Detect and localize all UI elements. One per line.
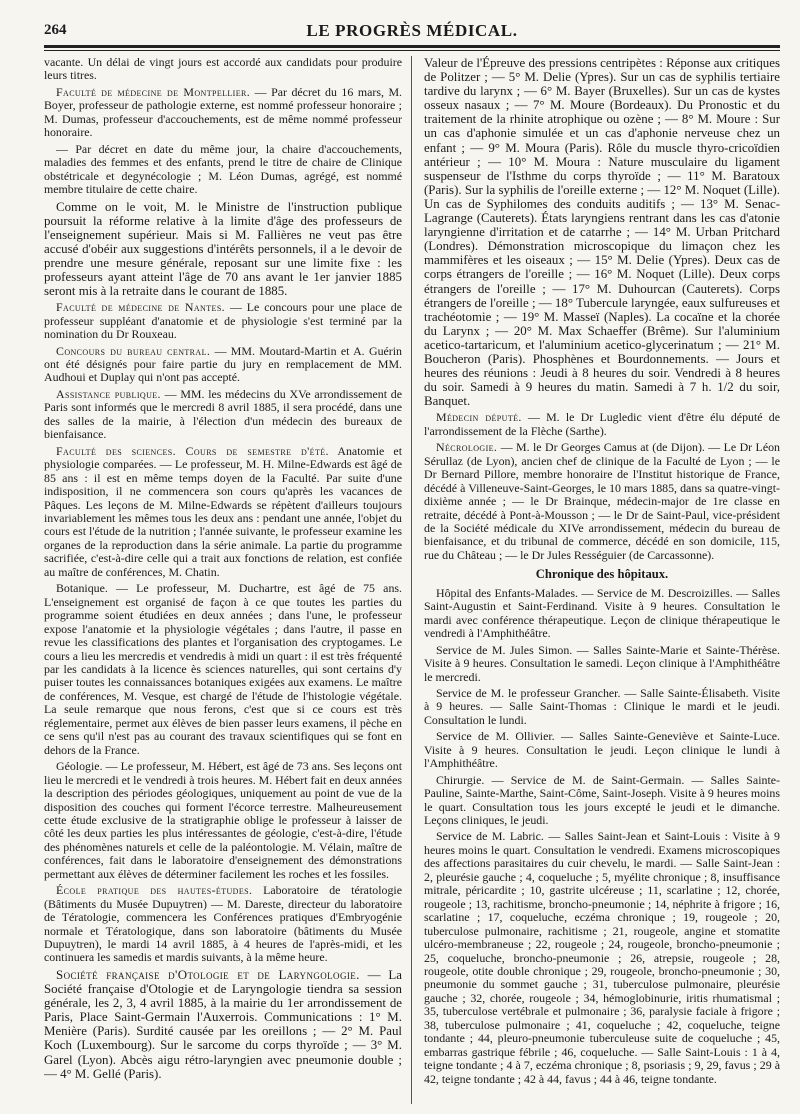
paragraph-text: vacante. Un délai de vingt jours est accordé aux candidats pour produire leurs titres. (44, 56, 402, 83)
left-paragraph (44, 968, 402, 1081)
paragraph-text: Botanique. — Le professeur, M. Duchartre, est âgé de 75 ans. L'enseignement est organisé de façon à ce que toutes les parties du programme soient étudiées en deux années ; dans l'une, le professeur expose l'anatomie et la physiologie végétales ; dans l'autre, il passe en revue les classifications des plantes et l'organisation des cryptogames. Le cours a lieu les mercredis et vendredis à midi un quart : il est très fréquenté par les candidats à la licence ès sciences naturelles, qui sont certains d'y puiser toutes les connaissances botaniques exigées aux examens. Le maître de conférences, M. Vesque, est chargé de l'étude de l'histologie végétale. La seule remarque que nous ferons, c'est que si ce cours est très réglementaire, permet aux élèves de bien passer leurs examens, il pèche en ce sens qu'il n'est pas au courant des travaux scientifiques qui se font en dehors de la France. (44, 581, 402, 757)
paragraph-text: Laboratoire de tératologie (Bâtiments du Musée Dupuytren) — M. Dareste, directeur du laboratoire de Tératologie, commencera les Conférences pratiques d'Embryogénie normale et Tératologique, dans son laboratoire (bâtiments du Musée Dupuytren), le mardi 14 avril 1885, à 4 heures de l'après-midi, et les continuera les samedis et mardis suivants, à la même heure. (44, 883, 402, 965)
paragraph-heading: Société française d'Otologie et de Laryngologie. (56, 967, 360, 982)
left-paragraph (44, 301, 402, 341)
left-paragraph (44, 56, 402, 83)
paragraph-heading: Faculté de médecine de Montpellier. (56, 84, 251, 99)
left-paragraph (44, 143, 402, 197)
right-paragraph (424, 730, 780, 770)
paragraph-text: Service de M. le professeur Grancher. — Salle Sainte-Élisabeth. Visite à 9 heures. — Salle Saint-Thomas : Clinique le mardi et le jeudi. Consultation le lundi. (424, 685, 780, 727)
right-paragraph (424, 687, 780, 727)
left-paragraph (44, 884, 402, 965)
left-paragraph (44, 388, 402, 442)
paragraph-text: — MM. Moutard-Martin et A. Guérin ont été désignés pour faire partie du jury en remplacement de MM. Audhoui et Duplay qui n'ont pas accepté. (44, 343, 402, 385)
column-divider (411, 56, 412, 1104)
right-paragraph (424, 644, 780, 684)
page-number: 264 (44, 22, 67, 38)
paragraph-text: Chronique des hôpitaux. (535, 567, 669, 582)
right-paragraph (424, 441, 780, 562)
paragraph-heading: Faculté de médecine de Nantes. (56, 300, 226, 315)
paragraph-text: Géologie. — Le professeur, M. Hébert, est âgé de 73 ans. Ses leçons ont lieu le mercredi et le vendredi à trois heures. M. Hébert fait en deux années la description des périodes géologiques, uniquement au point de vue de la disposition des couches qui forment l'écorce terrestre. Malheureusement cette étude exclusive de la stratigraphie oblige le professeur à laisser de côté les deux parties les plus intéressantes de géologie, c'est-à-dire, l'étude des phénomènes naturels et celle de la paléontologie. M. Vélain, maître de conférences, fait dans le laboratoire d'enseignement des démonstrations permettant aux élèves de déterminer facilement les roches et les fossiles. (44, 759, 402, 881)
page-header (44, 20, 780, 44)
right-paragraph (424, 411, 780, 438)
paragraph-heading: Nécrologie. (436, 440, 498, 455)
paragraph-heading: Faculté des sciences. Cours de semestre d'été. (56, 443, 329, 458)
paragraph-text: — Par décret du 16 mars, M. Boyer, professeur de pathologie externe, est nommé professeur honoraire ; M. Dumas, professeur d'accouchements, est de même nommé professeur honoraire. (44, 84, 402, 140)
right-column (424, 56, 780, 1106)
left-paragraph (44, 760, 402, 881)
left-paragraph (44, 445, 402, 580)
left-paragraph (44, 86, 402, 140)
right-paragraph (424, 56, 780, 408)
left-column (44, 56, 402, 1106)
section-title (424, 568, 780, 581)
paragraph-text: Service de M. Ollivier. — Salles Sainte-Geneviève et Sainte-Luce. Visite à 9 heures. Consultation le jeudi. Leçon clinique le lundi à l'Amphithéâtre. (424, 729, 780, 771)
paragraph-text: Service de M. Labric. — Salles Saint-Jean et Saint-Louis : Visite à 9 heures moins le quart. Consultation le vendredi. Examens microscopiques des affections parasitaires du cuir chevelu, le mardi. — Salle Saint-Jean : 2, pleurésie gauche ; 4, coqueluche ; 5, myélite chronique ; 8, insuffisance mitrale, péricardite ; 10, gastrite ulcéreuse ; 11, scarlatine ; 12, chorée, rougeole ; 13, rachitisme, broncho-pneumonie ; 14, néphrite à frigore ; 16, scarlatine ; 17, coqueluche, eczéma chronique ; 19, rougeole ; 20, tuberculose pulmonaire, rachitisme ; 21, rougeole, angine et stomatite ulcéro-membraneuse ; 22, rougeole ; 24, rougeole, broncho-pneumonie ; 25, coqueluche, broncho-pneumonie ; 26, atrepsie, rougeole ; 28, rougeole, otite double chronique ; 29, rougeole, broncho-pneumonie ; 30, pneumonie du sommet gauche ; 31, tuberculose pulmonaire, pleurésie gauche ; 32, chorée, rougeole ; 34, hémoglobinurie, iritis rhumatismal ; 35, tuberculose vertébrale et pulmonaire ; 36, paralysie faciale à frigore ; 38, tuberculose pulmonaire ; 41, coqueluche ; 42, coqueluche, teigne tondante ; 44, pleuro-pneumonie tuberculeuse suite de coqueluche ; 45, embarras gastrique fébrile ; 46, coqueluche. — Salle Saint-Louis : 1 à 4, teigne tondante ; 4 à 7, eczéma chronique ; 8, psoriasis ; 9, 29, favus ; 29 à 42, teigne tondante ; 42 à 44, favus ; 44 à 46, teigne tondante. (424, 829, 780, 1086)
paragraph-heading: Concours du bureau central. (56, 343, 211, 358)
paragraph-heading: Assistance publique. (56, 386, 161, 401)
paragraph-text: Valeur de l'Épreuve des pressions centripètes : Réponse aux critiques de Politzer ; — 5° M. Delie (Ypres). Sur un cas de syphilis tertiaire tardive du larynx ; — 6° M. Bayer (Bruxelles). Sur un cas de kystes osseux nasaux ; — 7° M. Moure (Bordeaux). Du Pronostic et du traitement de la rhinite atrophique ou ozène ; — 8° M. Moure : Sur un cas d'aphonie simulée et un cas d'aphonie nerveuse chez un enfant ; — 9° M. Moura (Paris). Rôle du muscle thyro-cricoïdien antérieur ; — 10° M. Moura : Nature musculaire du ligament suspenseur de l'Isthme du corps thyroïde ; — 11° M. Baratoux (Paris). Sur la syphilis de l'oreille externe ; — 12° M. Noquet (Lille). Un cas de Syphilomes des conduits auditifs ; — 13° M. Senac-Lagrange (Cauterets). États laryngiens rentrant dans les cas d'atonie laryngienne d'irritation et de catarrhe ; — 14° M. Urban Pritchard (Londres). Démonstration microscopique du limaçon chez les mammifères et les oiseaux ; — 15° M. Delie (Ypres). Deux cas de corps étrangers de l'oreille ; — 16° M. Noquet (Lille). Deux corps étrangers de l'oreille ; — 17° M. Duhourcan (Cauterets). Corps étrangers de l'oreille ; — 18° Tubercule laryngée, eaux sulfureuses et trachéotomie ; — 19° M. Masseï (Naples). La cocaïne et la chorée du Larynx ; — 20° M. Max Schaeffer (Brême). Sur l'aluminium acetico-tartaricum, et l'aluminium acetico-glycerinatum ; — 21° M. Boucheron (Paris). Phosphènes et Bourdonnements. — Jours et heures des réunions : Jeudi à 8 heures du soir. Vendredi à 8 heures du soir. Samedi à 9 heures du matin. Samedi à 7 h. 1/2 du soir, Banquet. (424, 56, 780, 409)
paragraph-text: — La Société française d'Otologie et de Laryngologie tiendra sa session générale, les 2, 3, 4 avril 1885, à la mairie du 1er arrondissement de Paris, Place Saint-Germain l'Auxerrois. Communications : 1° M. Menière (Paris). Surdité causée par les oreillons ; — 2° M. Paul Koch (Luxembourg). Sur le sarcome du corps thyroïde ; — 3° M. Garel (Lyon). Abcès aigu rétro-laryngien avec pneumonie double ; — 4° M. Gellé (Paris). (44, 967, 402, 1081)
right-paragraph (424, 830, 780, 1086)
paragraph-text: — MM. les médecins du XVe arrondissement de Paris sont informés que le mercredi 8 avril 1885, il sera procédé, dans une des salles de la mairie, à l'élection d'un médecin des bureaux de bienfaisance. (44, 386, 402, 442)
right-paragraph (424, 587, 780, 641)
paragraph-text: — M. le Dr Georges Camus at (de Dijon). — Le Dr Léon Sérullaz (de Lyon), ancien chef de clinique de la Faculté de Lyon ; — le Dr Bernard Pillore, membre honoraire de l'Institut historique de France, décédé à Villeneuve-Saint-Georges, le 10 mars 1885, dans sa quatre-vingt-dixième année ; — le Dr Brainque, médecin-major de 1re classe en retraite, décédé à Pont-à-Mousson ; — le Dr de Saint-Paul, vice-président de la Société médicale du XIVe arrondissement, médecin du bureau de bienfaisance, et du tribunal de commerce, décédé en son domicile, 115, rue du Château ; — le Dr Jules Rességuier (de Carcassonne). (424, 440, 780, 562)
paragraph-heading: École pratique des hautes-études. (56, 883, 253, 898)
paragraph-text: — M. le Dr Lugledic vient d'être élu député de l'arrondissement de la Flèche (Sarthe). (424, 410, 780, 438)
paragraph-text: Comme on le voit, M. le Ministre de l'instruction publique poursuit la réforme relative à la limite d'âge des professeurs de l'enseignement supérieur. Mais si M. Fallières ne veut pas être accusé d'obéir aux suggestions d'intérêts personnels, il a le devoir de prendre une mesure générale, reposant sur une limite fixe : les professeurs ayant atteint l'âge de 70 ans avant le 1er janvier 1885 seront mis à la retraite dans le courant de 1885. (44, 199, 402, 299)
paragraph-text: — Le concours pour une place de professeur suppléant d'anatomie et de physiologie s'est terminé par la nomination du Dr Rouxeau. (44, 300, 402, 342)
paragraph-heading: Médecin député. (436, 410, 522, 425)
paragraph-text: Service de M. Jules Simon. — Salles Sainte-Marie et Sainte-Thérèse. Visite à 9 heures. Consultation le samedi. Leçon clinique à l'Amphithéâtre le mercredi. (424, 642, 780, 684)
header-rule (44, 45, 780, 51)
paragraph-text: Hôpital des Enfants-Malades. — Service de M. Descroizilles. — Salles Saint-Augustin et Saint-Ferdinand. Visite à 9 heures. Consultation le mardi avec conférence thérapeutique. Leçon de clinique thérapeutique le vendredi à l'Amphithéâtre. (424, 585, 780, 641)
left-paragraph (44, 345, 402, 385)
paragraph-text: — Par décret en date du même jour, la chaire d'accouchements, maladies des femmes et des enfants, prend le titre de chaire de Clinique obstétricale et degynécologie ; M. Léon Dumas, agrégé, est nommé membre titulaire de cette chaire. (44, 141, 402, 197)
journal-title: LE PROGRÈS MÉDICAL. (306, 21, 518, 40)
paragraph-text: Anatomie et physiologie comparées. — Le professeur, M. H. Milne-Edwards est âgé de 85 ans : il est en même temps doyen de la Faculté. Par suite d'une indisposition, il ne commencera son cours qu'après les vacances de Pâques. Les leçons de M. Milne-Edwards se répètent d'ailleurs toujours invariablement les mêmes tous les deux ans : pendant une année, l'objet du cours est l'étude de la nutrition ; l'année suivante, le professeur examine les organes de la reproduction dans la série animale. La partie du programme sacrifiée, c'est-à-dire celle qui a trait aux fonctions de relation, est confiée au maître de conférences, M. Chatin. (44, 443, 402, 579)
paragraph-text: Chirurgie. — Service de M. de Saint-Germain. — Salles Sainte-Pauline, Sainte-Marthe, Saint-Côme, Saint-Joseph. Visite à 9 heures moins le quart. Consultation tous les jours excepté le jeudi et le dimanche. Leçons cliniques, le jeudi. (424, 772, 780, 828)
left-paragraph (44, 200, 402, 299)
right-paragraph (424, 774, 780, 828)
left-paragraph (44, 582, 402, 757)
